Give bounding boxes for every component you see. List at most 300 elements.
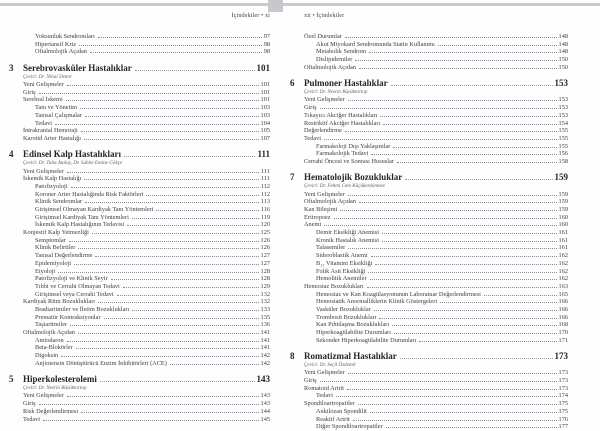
toc-entry-page: 101 [260, 96, 270, 104]
chapter-title: Pulmoner Hastalıklar [304, 77, 388, 88]
chapter-translator: Çeviri: Dr. Fehmi Cem Küçükerdönmez [304, 183, 385, 190]
toc-entry [9, 337, 270, 345]
toc-entry-label: Giriş [304, 104, 317, 112]
toc-entry [290, 96, 568, 104]
toc-entry-page: 148 [558, 33, 568, 40]
toc-entry-page: 148 [558, 40, 568, 48]
toc-entry-label: Risk Değerlendirmesi [23, 407, 79, 415]
toc-entry-label: Tedavi [304, 134, 322, 142]
toc-entry-label: Girişimsel Kardiyak Tanı Yöntemleri [35, 213, 129, 221]
dot-leader [340, 210, 556, 211]
dot-leader [84, 139, 258, 140]
toc-entry-label: Yeni Gelişmeler [304, 96, 345, 104]
dot-leader [92, 233, 259, 234]
toc-entry-label: Taşiaritmiler [35, 321, 68, 329]
toc-entry-label: Vasküler Bozukluklar [316, 305, 371, 313]
toc-entry-label: Tıkayıcı Akciğer Hastalıkları [304, 111, 378, 119]
toc-entry-page: 159 [558, 198, 568, 206]
dot-leader [379, 318, 556, 319]
dot-leader [85, 202, 259, 203]
toc-entry-page: 111 [261, 175, 270, 183]
toc-entry-label: Girişimsel veya Cerrahi Tedavi [35, 290, 114, 298]
toc-entry-page: 160 [558, 221, 568, 229]
toc-entry [9, 41, 270, 49]
toc-entry-page: 101 [260, 88, 270, 96]
toc-entry-page: 161 [558, 229, 568, 237]
toc-entry-page: 132 [260, 298, 270, 306]
toc-entry-label: Tanısal Değerlendirme [35, 252, 93, 260]
dot-leader [79, 45, 262, 46]
toc-entry-label: Serebral İskemi [23, 96, 63, 104]
toc-entry-label: Amiodaron [35, 336, 64, 344]
dot-leader [359, 202, 557, 203]
chapter-title: Edinsel Kalp Hastalıkları [23, 149, 122, 160]
toc-entry-page: 125 [260, 229, 270, 237]
toc-entry [9, 416, 270, 424]
dot-leader [146, 195, 258, 196]
toc-entry [9, 33, 270, 41]
toc-entry [290, 329, 568, 337]
dot-leader [382, 241, 557, 242]
toc-entry-label: Spondiloartropatiler [304, 400, 355, 408]
chapter-translator: Çeviri: Dr. Nihal Demir [23, 73, 72, 80]
toc-entry [290, 143, 568, 151]
toc-entry-label: Farmakolojik Tedavi [316, 150, 369, 158]
dot-leader [345, 131, 557, 132]
toc-entry-page: 120 [260, 221, 270, 229]
toc-entry-page: 104 [260, 119, 270, 127]
toc-entry-page: 171 [558, 336, 568, 344]
chapter-heading [290, 78, 568, 89]
toc-entry [9, 48, 270, 56]
toc-block [290, 33, 568, 71]
dot-leader [90, 52, 262, 53]
toc-entry [9, 127, 270, 135]
toc-entry-label: Giriş [23, 88, 36, 96]
toc-entry [9, 408, 270, 416]
dot-leader [348, 373, 557, 374]
toc-entry-page: 112 [260, 190, 270, 198]
chapter-title: Serebrovasküler Hastalıklar [23, 62, 132, 73]
toc-entry-label: Reaktif Artrit [316, 415, 350, 423]
toc-entry [290, 244, 568, 252]
dot-leader [84, 179, 259, 180]
toc-entry-label: Folik Asit Eksikliği [316, 267, 366, 275]
dot-leader [348, 248, 556, 249]
toc-entry-label: Yeni Gelişmeler [23, 392, 64, 400]
toc-entry-page: 165 [558, 290, 568, 298]
toc-entry-label: İskemik Kalp Hastalığı [23, 175, 82, 183]
chapter-heading [9, 149, 270, 160]
toc-entry-label: Anemi [304, 221, 322, 229]
toc-entry-label: Tedavi [35, 119, 53, 127]
toc-entry-page: 170 [558, 329, 568, 336]
toc-entry-page: 103 [260, 104, 270, 112]
toc-entry-page: 156 [558, 150, 568, 158]
toc-entry-label: Hemostaz ve Kan Koagülasyonunun Laboratuar Değerlendirmesi [316, 290, 481, 298]
toc-entry-label: Klinik Belirtiler [35, 244, 76, 252]
toc-entry-page: 150 [558, 63, 568, 71]
toc-entry-page: 173 [558, 369, 568, 377]
toc-entry-label: Hiperkoagülabilite Durumları [316, 329, 392, 336]
toc-entry [290, 385, 568, 393]
toc-entry-label: İskemik Kalp Hastalığının Tedavisi [35, 221, 125, 229]
toc-entry-page: 166 [558, 305, 568, 313]
dot-leader [69, 241, 259, 242]
toc-entry-page: 143 [260, 392, 270, 400]
dot-leader [66, 100, 259, 101]
toc-entry-page: 111 [261, 167, 270, 175]
toc-entry [9, 344, 270, 352]
dot-leader [380, 116, 556, 117]
toc-entry-label: Tıbbi ve Cerrahi Olmayan Tedavi [35, 282, 120, 290]
toc-entry-label: Yoksunluk Sendromları [35, 33, 95, 40]
toc-entry [9, 360, 270, 368]
toc-entry-label: Konjestif Kalp Yetmezliği [23, 229, 89, 237]
dot-leader [80, 108, 259, 109]
toc-entry [290, 275, 568, 283]
toc-entry [9, 392, 270, 400]
toc-entry-page: 127 [260, 252, 270, 260]
chapter-title: Hematolojik Bozukluklar [304, 172, 403, 183]
toc-entry-page: 98 [263, 48, 270, 56]
dot-leader [405, 179, 552, 180]
running-header-right: xii • İçindekiler [304, 12, 345, 19]
chapter-number: 4 [9, 149, 14, 160]
chapter-translator: Çeviri: Dr. Tuba Atalay, Dr. Sabite Emine Gökçe [23, 160, 123, 167]
dot-leader [81, 131, 259, 132]
toc-entry-label: Anjiotensin Dönüştürücü Enzim İnhibitörleri (ACE) [35, 359, 167, 367]
toc-entry-page: 127 [260, 259, 270, 267]
toc-entry [290, 337, 568, 345]
toc-entry [9, 135, 270, 143]
toc-entry-label: Hipertansif Kriz [35, 40, 77, 48]
toc-entry-label: Romatoid Artrit [304, 384, 345, 392]
dot-leader [156, 210, 258, 211]
toc-entry-label: Klinik Sendromlar [35, 198, 83, 206]
dot-leader [98, 302, 258, 303]
dot-leader [76, 348, 259, 349]
toc-block [9, 374, 270, 423]
toc-entry-page: 112 [260, 182, 270, 190]
dot-leader [58, 272, 258, 273]
toc-entry-label: Sekonder Hiperkoagülabilite Durumları [316, 336, 417, 344]
dot-leader [85, 116, 259, 117]
toc-entry-label: Cerrahi Öncesi ve Sonrası Hususlar [304, 157, 394, 165]
dot-leader [55, 124, 259, 125]
toc-entry-label: Eritropoez [304, 213, 331, 221]
dot-leader [39, 93, 259, 94]
toc-entry [290, 221, 568, 229]
toc-entry-page: 175 [558, 407, 568, 415]
toc-block [9, 149, 270, 367]
toc-entry-page: 101 [260, 81, 270, 89]
toc-entry-label: Tedavi [23, 415, 41, 423]
toc-blocks [290, 33, 568, 431]
toc-entry-label: Etyoloji [35, 267, 56, 275]
dot-leader [382, 233, 557, 234]
toc-entry [9, 400, 270, 408]
toc-entry [290, 33, 568, 41]
toc-entry-label: Farmakoloji Dışı Yaklaşımlar [316, 142, 391, 150]
dot-leader [123, 287, 259, 288]
toc-entry-label: Demir Eksikliği Anemisi [316, 229, 379, 237]
toc-entry-page: 150 [558, 56, 568, 64]
toc-entry [290, 298, 568, 306]
toc-entry-label: Giriş [304, 377, 317, 385]
toc-entry-label: Yeni Gelişmeler [304, 369, 345, 377]
toc-entry-label: Özel Durumlar [304, 33, 342, 40]
dot-leader [375, 264, 556, 265]
toc-entry [290, 237, 568, 245]
dot-leader [81, 412, 258, 413]
chapter-translator: Çeviri: Dr. Nesrin Büyüktortop [304, 88, 368, 95]
toc-entry-label: Girişimsel Olmayan Kardiyak Tanı Yöntemleri [35, 206, 154, 213]
dot-leader [67, 396, 259, 397]
toc-entry [290, 416, 568, 424]
toc-entry-label: Tedavi [316, 392, 334, 400]
toc-entry-page: 161 [558, 244, 568, 252]
toc-entry-page: 168 [558, 321, 568, 329]
toc-entry-label: Oftalmolojik Açıdan [23, 329, 75, 336]
toc-entry-label: Kan Pıhtılaşma Bozuklukları [316, 321, 390, 329]
chapter-heading [290, 172, 568, 183]
toc-entry-page: 143 [260, 400, 270, 408]
toc-entry [9, 96, 270, 104]
toc-entry-page: 166 [558, 298, 568, 306]
toc-entry [290, 423, 568, 431]
dot-leader [348, 100, 557, 101]
toc-entry [290, 191, 568, 199]
dot-leader [392, 325, 556, 326]
chapter-page: 159 [554, 172, 568, 183]
toc-entry-page: 142 [260, 352, 270, 360]
dot-leader [419, 341, 556, 342]
toc-entry-page: 126 [260, 244, 270, 252]
chapter-number: 8 [290, 350, 295, 361]
toc-entry [9, 198, 270, 206]
toc-entry-page: 129 [260, 282, 270, 290]
chapter-number: 7 [290, 172, 295, 183]
toc-entry [9, 120, 270, 128]
toc-entry-label: Yeni Gelişmeler [23, 81, 64, 89]
toc-entry-label: Dislipidemiler [316, 56, 353, 64]
toc-entry [9, 206, 270, 214]
toc-entry [9, 89, 270, 97]
dot-leader [324, 139, 557, 140]
chapter-page: 153 [554, 77, 568, 88]
toc-entry-label: Kardiyak Ritm Bozuklukları [23, 298, 96, 306]
toc-entry [9, 183, 270, 191]
toc-entry-page: 162 [558, 252, 568, 260]
toc-entry-page: 175 [558, 400, 568, 408]
toc-entry [290, 408, 568, 416]
toc-entry [290, 48, 568, 56]
dot-leader [117, 295, 259, 296]
toc-entry-label: Diğer Spondiloartropatiler [316, 423, 383, 431]
dot-leader [135, 70, 255, 71]
toc-entry [290, 252, 568, 260]
toc-entry-label: Giriş [23, 400, 36, 408]
toc-entry [9, 321, 270, 329]
toc-entry [9, 260, 270, 268]
toc-block [290, 78, 568, 166]
chapter-title: Romatizmal Hastalıklar [304, 350, 397, 361]
toc-entry-page: 155 [558, 134, 568, 142]
dot-leader [383, 124, 556, 125]
dot-leader [367, 287, 557, 288]
toc-entry-page: 166 [558, 313, 568, 321]
dot-leader [95, 256, 258, 257]
toc-entry-label: Metabolik Sendrom [316, 48, 367, 56]
toc-entry-label: Ankilozan Spondilit [316, 407, 367, 415]
chapter-page: 173 [554, 350, 568, 361]
dot-leader [386, 427, 557, 428]
toc-entry-page: 148 [558, 48, 568, 56]
toc-entry-label: Karotid Arter Hastalığı [23, 134, 82, 142]
toc-entry [290, 392, 568, 400]
chapter-page: 111 [257, 149, 270, 160]
dot-leader [320, 108, 557, 109]
toc-entry [9, 237, 270, 245]
toc-entry [9, 298, 270, 306]
dot-leader [104, 318, 259, 319]
toc-entry [290, 314, 568, 322]
toc-entry-label: Kronik Hastalık Anemisi [316, 236, 379, 244]
right-page [290, 12, 568, 431]
dot-leader [67, 172, 259, 173]
toc-entry-page: 128 [260, 275, 270, 283]
toc-entry [290, 206, 568, 214]
toc-entry-page: 119 [260, 213, 270, 221]
dot-leader [61, 356, 258, 357]
toc-entry-page: 145 [260, 415, 270, 423]
toc-entry [290, 158, 568, 166]
toc-entry-page: 141 [260, 336, 270, 344]
toc-entry-label: Tanı ve Yönetim [35, 104, 77, 112]
dot-leader [170, 364, 259, 365]
left-page [9, 12, 270, 423]
toc-entry-page: 177 [558, 423, 568, 431]
dot-leader [124, 156, 255, 157]
dot-leader [440, 302, 556, 303]
toc-entry-label: B₁₂ Vitamini Eksikliği [316, 259, 373, 267]
dot-leader [371, 154, 556, 155]
chapter-heading [290, 351, 568, 362]
dot-leader [397, 162, 557, 163]
chapter-translator: Çeviri: Dr. Seçil Özdemir [304, 361, 357, 368]
dot-leader [355, 60, 556, 61]
toc-entry [290, 268, 568, 276]
toc-entry [9, 81, 270, 89]
toc-entry [290, 150, 568, 158]
dot-leader [391, 85, 553, 86]
chapter-page: 143 [256, 373, 270, 384]
toc-entry [290, 56, 568, 64]
toc-entry [9, 268, 270, 276]
dot-leader [348, 195, 557, 196]
toc-entry-label: Patofizyoloji [35, 182, 68, 190]
toc-entry-page: 126 [260, 236, 270, 244]
toc-entry [9, 291, 270, 299]
toc-entry-page: 142 [260, 359, 270, 367]
dot-leader [43, 420, 259, 421]
toc-block [290, 172, 568, 344]
dot-leader [353, 420, 557, 421]
toc-entry-page: 155 [558, 127, 568, 135]
toc-entry [290, 41, 568, 49]
toc-entry [9, 221, 270, 229]
dot-leader [484, 295, 557, 296]
toc-entry-page: 174 [558, 392, 568, 400]
page-top-edge [0, 3, 600, 6]
dot-leader [347, 389, 556, 390]
toc-entry-label: Beta-Blokörler [35, 344, 73, 352]
toc-entry [290, 260, 568, 268]
toc-entry-page: 132 [260, 290, 270, 298]
dot-leader [78, 333, 259, 334]
toc-entry-page: 176 [558, 415, 568, 423]
toc-entry-label: Oftalmolojik Açıdan [304, 198, 356, 206]
toc-entry [9, 275, 270, 283]
toc-entry [290, 229, 568, 237]
toc-entry [290, 135, 568, 143]
dot-leader [438, 45, 557, 46]
toc-entry-label: Epidemiyoloji [35, 259, 72, 267]
dot-leader [359, 68, 557, 69]
toc-entry-page: 116 [260, 206, 270, 213]
toc-entry [290, 321, 568, 329]
toc-entry-page: 160 [558, 213, 568, 221]
toc-block [9, 63, 270, 143]
dot-leader [132, 310, 258, 311]
running-header-left: İçindekiler • xi [231, 12, 270, 19]
toc-entry [290, 283, 568, 291]
toc-entry [9, 283, 270, 291]
toc-entry [290, 127, 568, 135]
chapter-number: 6 [290, 77, 295, 88]
toc-entry [290, 214, 568, 222]
toc-entry-label: Akut Miyokard Sendromunda Statin Kullanımı [316, 40, 435, 48]
toc-entry [290, 112, 568, 120]
toc-entry-label: Prematür Kontraksiyonlar [35, 313, 101, 321]
toc-entry-page: 154 [558, 119, 568, 127]
dot-leader [70, 325, 258, 326]
toc-entry-label: Yeni Gelişmeler [23, 167, 64, 175]
toc-entry [290, 64, 568, 72]
toc-entry-page: 162 [558, 259, 568, 267]
toc-entry-page: 153 [558, 96, 568, 104]
toc-entry-page: 141 [260, 329, 270, 336]
chapter-translator: Çeviri: Dr. Nesrin Büyüktortop [23, 384, 87, 391]
toc-entry-label: Talasemiler [316, 244, 346, 252]
dot-leader [67, 85, 259, 86]
toc-entry-page: 135 [260, 313, 270, 321]
toc-entry-page: 144 [260, 407, 270, 415]
dot-leader [393, 147, 556, 148]
chapter-page: 101 [256, 62, 270, 73]
toc-entry-label: Patofizyoloji ve Klinik Seyir [35, 275, 108, 283]
toc-entry [290, 369, 568, 377]
dot-leader [132, 218, 259, 219]
toc-entry-page: 113 [260, 198, 270, 206]
chapter-title: Hiperkolesterolemi [23, 373, 97, 384]
toc-entry [290, 306, 568, 314]
toc-entry-label: Sideroblastik Anemi [316, 252, 368, 260]
page-gutter-shadow [268, 0, 283, 12]
toc-entry-page: 128 [260, 267, 270, 275]
toc-entry-label: Trombosit Bozuklukları [316, 313, 377, 321]
